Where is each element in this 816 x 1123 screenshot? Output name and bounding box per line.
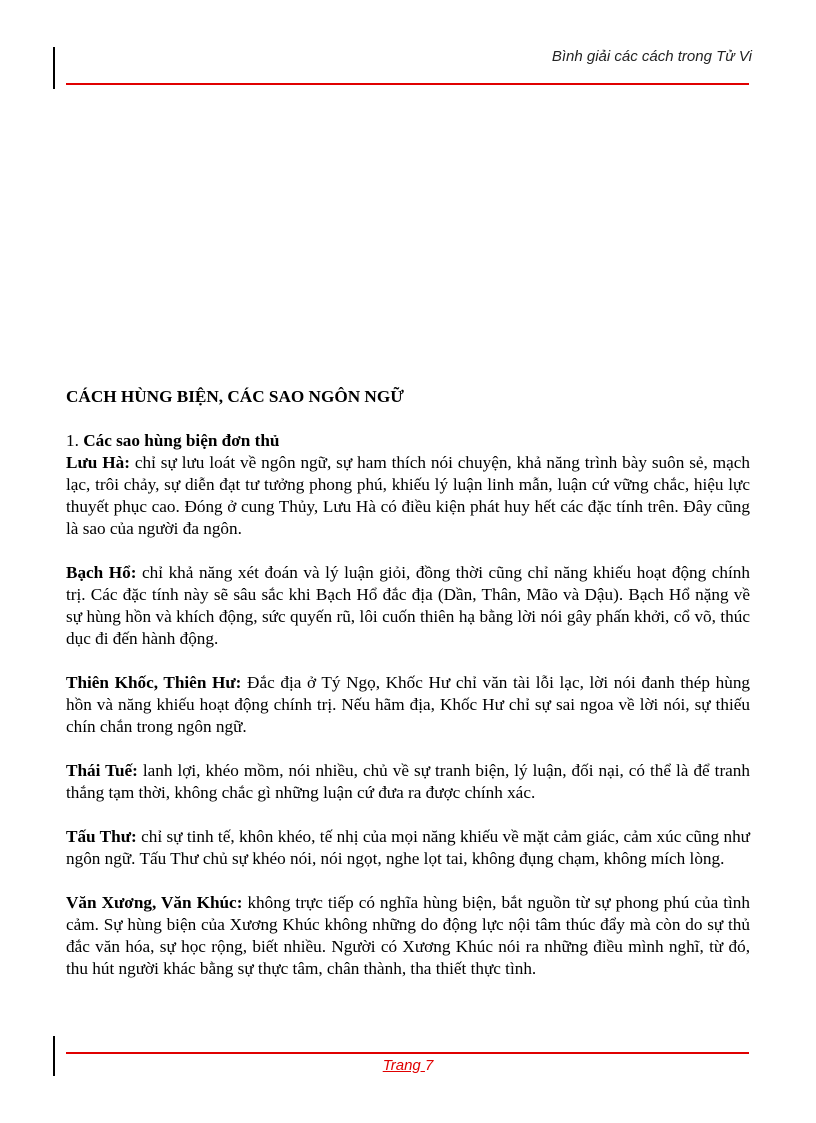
page-number	[0, 1057, 816, 1074]
entry-tau-thu	[66, 826, 750, 870]
header-rule	[66, 83, 749, 85]
entry-text: lanh lợi, khéo mồm, nói nhiều, chủ về sự tranh biện, lý luận, đối nại, có thể là để tranh thắng tạm thời, không chắc gì những luận cứ đưa ra được chính xác.	[66, 761, 750, 802]
entry-text: chỉ khả năng xét đoán và lý luận giỏi, đồng thời cũng chỉ năng khiếu hoạt động chính trị. Các đặc tính này sẽ sâu sắc khi Bạch Hổ đắc địa (Dần, Thân, Mão và Dậu). Bạch Hổ nặng về sự hùng hồn và khích động, sức quyến rũ, lôi cuốn thiên hạ bằng lời nói gây phấn khởi, cổ võ, thúc dục đi đến hành động.	[66, 563, 750, 648]
page-number-value: 7	[424, 1057, 434, 1074]
entry-term: Thái Tuế:	[66, 761, 138, 780]
entry-thai-tue	[66, 760, 750, 804]
entry-van-xuong-van-khuc	[66, 892, 750, 980]
footer-rule	[66, 1052, 749, 1054]
header-title: Bình giải các cách trong Tử Vi	[551, 48, 752, 65]
subheading	[66, 430, 750, 452]
entry-bach-ho	[66, 562, 750, 650]
page-content	[66, 386, 750, 1002]
subheading-title: Các sao hùng biện đơn thủ	[83, 431, 280, 450]
entry-luu-ha	[66, 452, 750, 540]
entry-text: không trực tiếp có nghĩa hùng biện, bắt nguồn từ sự phong phú của tình cảm. Sự hùng biện của Xương Khúc không những do động lực nội tâm thúc đẩy mà còn do sự thủ đắc văn hóa, sự học rộng, biết nhiều. Người có Xương Khúc nói ra những điều mình nghĩ, từ đó, thu hút người khác bằng sự thực tâm, chân thành, tha thiết thực tình.	[66, 893, 750, 978]
entry-text: chỉ sự lưu loát về ngôn ngữ, sự ham thích nói chuyện, khả năng trình bày suôn sẻ, mạch lạc, trôi chảy, sự diễn đạt tư tưởng phong phú, khiếu lý luận linh mẫn, luận cứ vững chắc, hiệu lực thuyết phục cao. Đóng ở cung Thủy, Lưu Hà có điều kiện phát huy hết các đặc tính trên. Đây cũng là sao của người đa ngôn.	[66, 453, 750, 538]
section-heading: CÁCH HÙNG BIỆN, CÁC SAO NGÔN NGỮ	[66, 387, 404, 406]
entry-term: Văn Xương, Văn Khúc:	[66, 893, 243, 912]
left-margin-bar-top	[53, 47, 55, 89]
page-label-link[interactable]: Trang	[382, 1057, 425, 1074]
entry-term: Bạch Hổ:	[66, 563, 137, 582]
entry-thien-khoc-thien-hu	[66, 672, 750, 738]
entry-term: Lưu Hà:	[66, 453, 130, 472]
entry-text: chỉ sự tinh tế, khôn khéo, tế nhị của mọi năng khiếu về mặt cảm giác, cảm xúc cũng như ngôn ngữ. Tấu Thư chủ sự khéo nói, nói ngọt, nghe lọt tai, không đụng chạm, không mích lòng.	[66, 827, 750, 868]
entry-term: Tấu Thư:	[66, 827, 137, 846]
entry-text: Đắc địa ở Tý Ngọ, Khốc Hư chỉ văn tài lỗi lạc, lời nói đanh thép hùng hồn và năng khiếu hoạt động chính trị. Nếu hãm địa, Khốc Hư chỉ sự sai ngoa về lời nói, sự thiếu chín chắn trong ngôn ngữ.	[66, 673, 751, 736]
subheading-number: 1.	[66, 431, 84, 450]
entry-term: Thiên Khốc, Thiên Hư:	[66, 673, 242, 692]
